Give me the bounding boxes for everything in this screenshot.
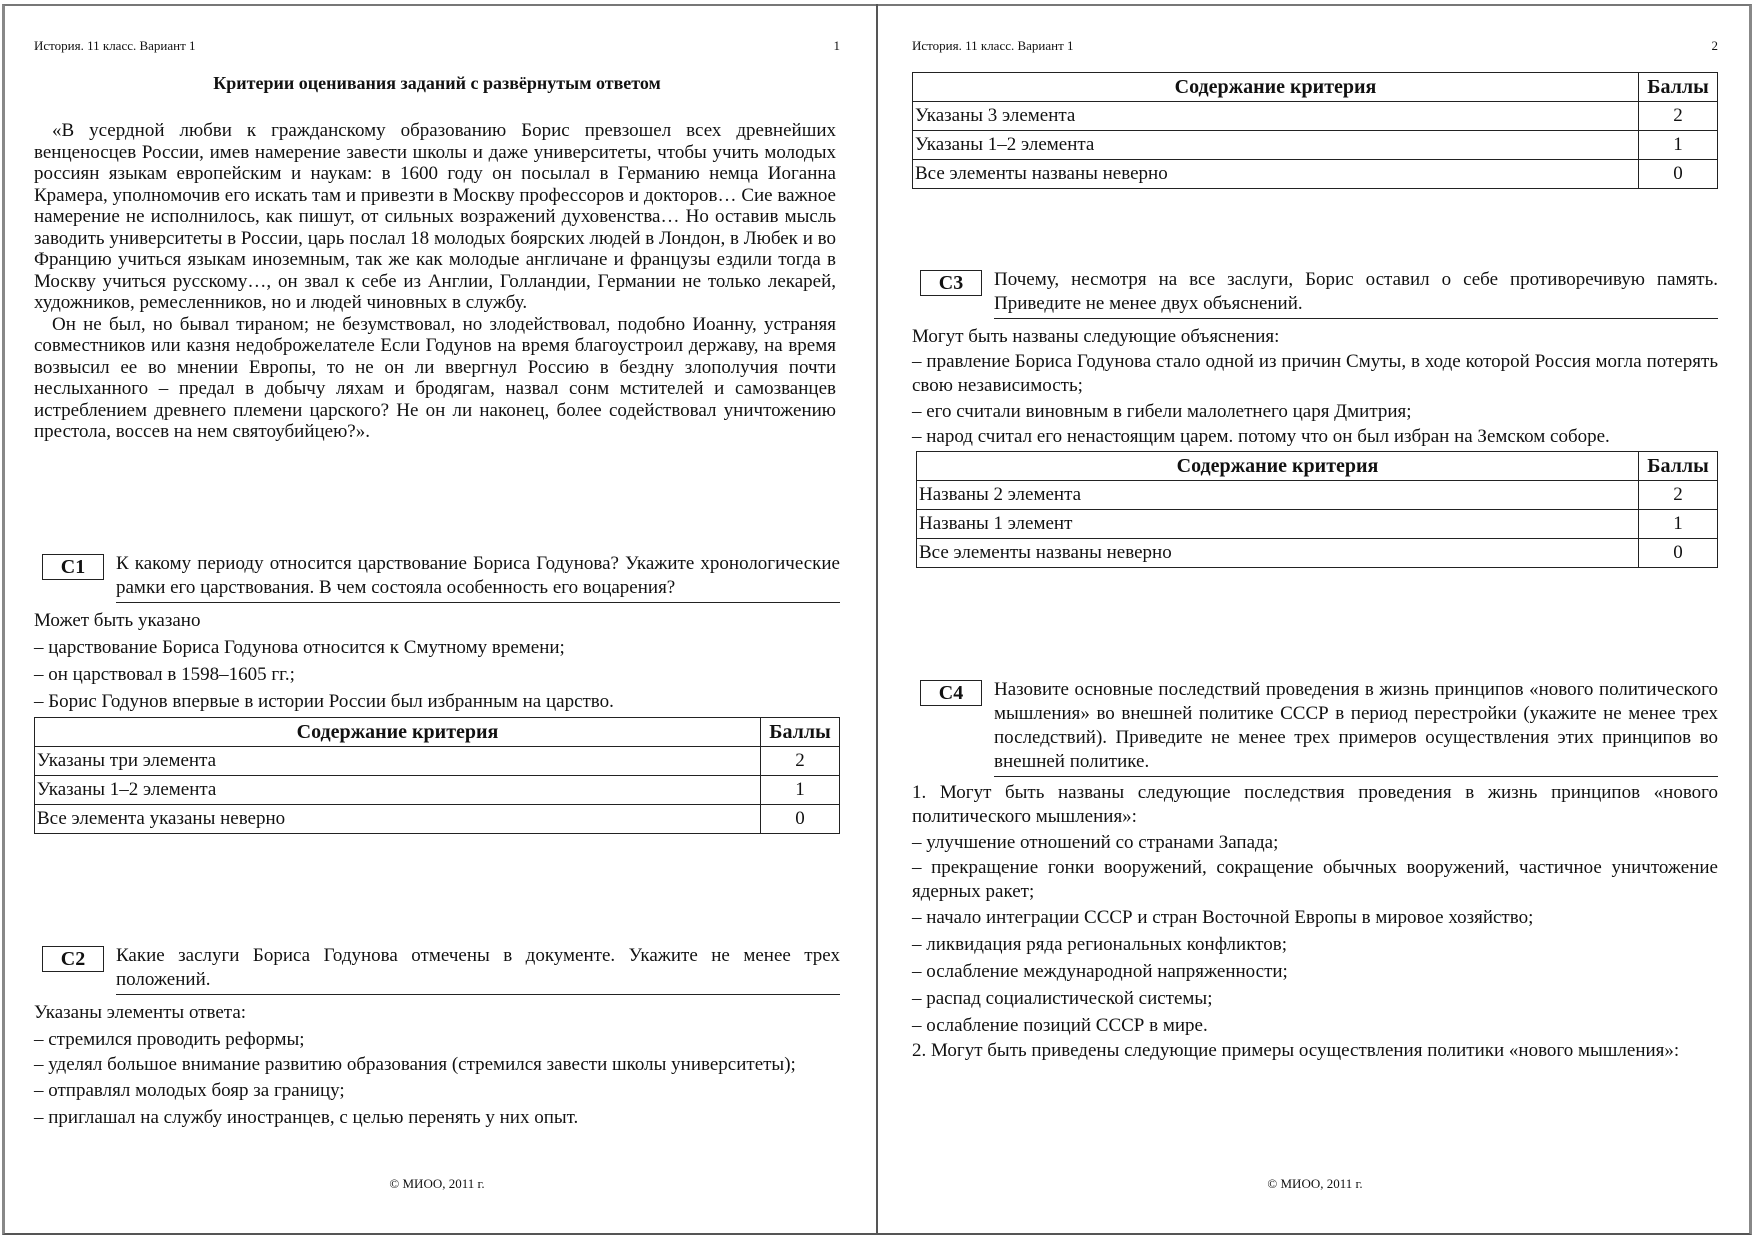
column-header-criterion: Содержание критерия bbox=[35, 718, 761, 747]
column-header-points: Баллы bbox=[761, 718, 840, 747]
answer-item: – царствование Бориса Годунова относится к Смутному времени; bbox=[34, 637, 565, 658]
answer-item: – ликвидация ряда региональных конфликтов; bbox=[912, 934, 1287, 955]
quote-paragraph: Он не был, но бывал тираном; не безумствовал, но злодействовал, подобно Иоанну, устраняя совместников или казня недоброжелателе Если Годунов на время благоустроил державу, на время возвысил ее во мнении Европы, то не он ли ввергнул Россию в бездну злополучия почти неслыханного – предал в добычу ляхам и бродягам, назвал сонм мстителей и самозванцев истреблением древнего племени царского? Не он ли наконец, более содействовал уничтожению престола, воссев на нем святоубийцею?». bbox=[34, 313, 836, 442]
table-row bbox=[913, 102, 1718, 131]
criteria-table-c2 bbox=[912, 72, 1718, 189]
answer-item: – прекращение гонки вооружений, сокращение обычных вооружений, частичное уничтожение ядерных ракет; bbox=[912, 857, 1718, 902]
criterion-cell: Указаны 3 элемента bbox=[913, 102, 1639, 131]
page-divider bbox=[876, 4, 878, 1235]
answer-intro: Может быть указано bbox=[34, 610, 201, 631]
task-c4 bbox=[912, 678, 1718, 1063]
answer-item: – правление Бориса Годунова стало одной из причин Смуты, в ходе которой Россия могла потерять свою независимость; bbox=[912, 351, 1718, 396]
column-header-criterion: Содержание критерия bbox=[917, 452, 1639, 481]
column-header-criterion: Содержание критерия bbox=[913, 73, 1639, 102]
page-title: Критерии оценивания заданий с развёрнутым ответом bbox=[213, 73, 661, 93]
points-cell: 2 bbox=[1639, 102, 1718, 131]
criterion-cell: Указаны 1–2 элемента bbox=[913, 131, 1639, 160]
task-question: К какому периоду относится царствование Бориса Годунова? Укажите хронологические рамки его царствования. В чем состояла особенность его воцарения? bbox=[116, 552, 840, 603]
answer-block bbox=[34, 607, 840, 715]
points-cell: 0 bbox=[761, 805, 840, 834]
column-header-points: Баллы bbox=[1639, 452, 1718, 481]
answer-item: – его считали виновным в гибели малолетнего царя Дмитрия; bbox=[912, 401, 1412, 422]
points-cell: 2 bbox=[1639, 481, 1718, 510]
answer-item: – приглашал на службу иностранцев, с целью перенять у них опыт. bbox=[34, 1107, 579, 1128]
criterion-cell: Все элементы названы неверно bbox=[917, 539, 1639, 568]
answer-item: – народ считал его ненастоящим царем. потому что он был избран на Земском соборе. bbox=[912, 426, 1610, 447]
answer-item: – начало интеграции СССР и стран Восточной Европы в мировое хозяйство; bbox=[912, 907, 1534, 928]
table-row bbox=[35, 776, 840, 805]
answer-block bbox=[34, 999, 840, 1131]
points-cell: 1 bbox=[1639, 131, 1718, 160]
task-label: С4 bbox=[920, 680, 982, 706]
quote-paragraph: «В усердной любви к гражданскому образованию Борис превзошел всех древнейших венценосцев России, имев намерение завести школы и даже университеты, чтобы учить молодых россиян языкам европейским и наукам: в 1600 году он посылал в Германию немца Иоганна Крамера, уполномочив его искать там и привезти в Москву профессоров и докторов… Сие важное намерение не исполнилось, как пишут, от сильных возражений духовенства… Но оставив мысль заводить университеты в России, царь послал 18 молодых боярских людей в Лондон, в Любек и во Францию учиться языкам иноземным, так же как молодые англичане и французы ездили тогда в Москву учиться русскому…, он звал к себе из Англии, Голландии, Германии не только лекарей, художников, ремесленников, но и людей чиновных в службу. bbox=[34, 120, 836, 313]
page-1 bbox=[34, 0, 840, 1239]
answer-part1-intro: 1. Могут быть названы следующие последствия проведения в жизнь принципов «нового политического мышления»: bbox=[912, 782, 1718, 827]
criterion-cell: Указаны три элемента bbox=[35, 747, 761, 776]
running-title: История. 11 класс. Вариант 1 bbox=[34, 38, 196, 53]
answer-part2-intro: 2. Могут быть приведены следующие примеры осуществления политики «нового мышления»: bbox=[912, 1040, 1680, 1061]
table-row bbox=[35, 747, 840, 776]
answer-item: – распад социалистической системы; bbox=[912, 988, 1213, 1009]
criteria-table bbox=[916, 451, 1718, 568]
answer-item: – ослабление позиций СССР в мире. bbox=[912, 1015, 1208, 1036]
points-cell: 2 bbox=[761, 747, 840, 776]
page-number: 1 bbox=[833, 38, 840, 53]
task-c3 bbox=[912, 268, 1718, 568]
source-quote bbox=[34, 120, 836, 443]
task-question: Какие заслуги Бориса Годунова отмечены в документе. Укажите не менее трех положений. bbox=[116, 944, 840, 995]
task-question: Почему, несмотря на все заслуги, Борис оставил о себе противоречивую память. Приведите не менее двух объяснений. bbox=[994, 268, 1718, 319]
criterion-cell: Все элементы названы неверно bbox=[913, 160, 1639, 189]
copyright-footer: © МИОО, 2011 г. bbox=[389, 1176, 485, 1191]
answer-item: – Борис Годунов впервые в истории России был избранным на царство. bbox=[34, 691, 614, 712]
criterion-cell: Все элемента указаны неверно bbox=[35, 805, 761, 834]
task-label: С2 bbox=[42, 946, 104, 972]
table-row bbox=[917, 510, 1718, 539]
answer-intro: Могут быть названы следующие объяснения: bbox=[912, 326, 1280, 347]
answer-intro: Указаны элементы ответа: bbox=[34, 1002, 247, 1023]
points-cell: 1 bbox=[761, 776, 840, 805]
answer-item: – отправлял молодых бояр за границу; bbox=[34, 1080, 345, 1101]
table-row bbox=[913, 131, 1718, 160]
running-header bbox=[34, 38, 840, 54]
page-number: 2 bbox=[1711, 38, 1718, 53]
table-row bbox=[913, 160, 1718, 189]
table-row bbox=[917, 481, 1718, 510]
copyright-footer: © МИОО, 2011 г. bbox=[1267, 1176, 1363, 1191]
points-cell: 1 bbox=[1639, 510, 1718, 539]
criteria-table bbox=[34, 717, 840, 834]
task-question: Назовите основные последствий проведения в жизнь принципов «нового политического мышления» во внешней политике СССР в период перестройки (укажите не менее трех последствий). Приведите не менее трех примеров осуществления этих принципов во внешней политике. bbox=[994, 678, 1718, 777]
task-c2 bbox=[34, 944, 840, 1131]
task-c1 bbox=[34, 552, 840, 834]
points-cell: 0 bbox=[1639, 160, 1718, 189]
answer-item: – он царствовал в 1598–1605 гг.; bbox=[34, 664, 295, 685]
points-cell: 0 bbox=[1639, 539, 1718, 568]
task-label: С1 bbox=[42, 554, 104, 580]
answer-item: – стремился проводить реформы; bbox=[34, 1029, 305, 1050]
column-header-points: Баллы bbox=[1639, 73, 1718, 102]
criterion-cell: Названы 1 элемент bbox=[917, 510, 1639, 539]
table-row bbox=[917, 539, 1718, 568]
answer-item: – улучшение отношений со странами Запада; bbox=[912, 832, 1279, 853]
running-header bbox=[912, 38, 1718, 54]
answer-item: – уделял большое внимание развитию образования (стремился завести школы университеты); bbox=[34, 1054, 796, 1075]
criterion-cell: Указаны 1–2 элемента bbox=[35, 776, 761, 805]
running-title: История. 11 класс. Вариант 1 bbox=[912, 38, 1074, 53]
table-row bbox=[35, 805, 840, 834]
answer-block bbox=[912, 323, 1718, 449]
page-2 bbox=[912, 0, 1718, 1239]
task-label: С3 bbox=[920, 270, 982, 296]
answer-item: – ослабление международной напряженности; bbox=[912, 961, 1288, 982]
criterion-cell: Названы 2 элемента bbox=[917, 481, 1639, 510]
answer-block bbox=[912, 781, 1718, 1063]
